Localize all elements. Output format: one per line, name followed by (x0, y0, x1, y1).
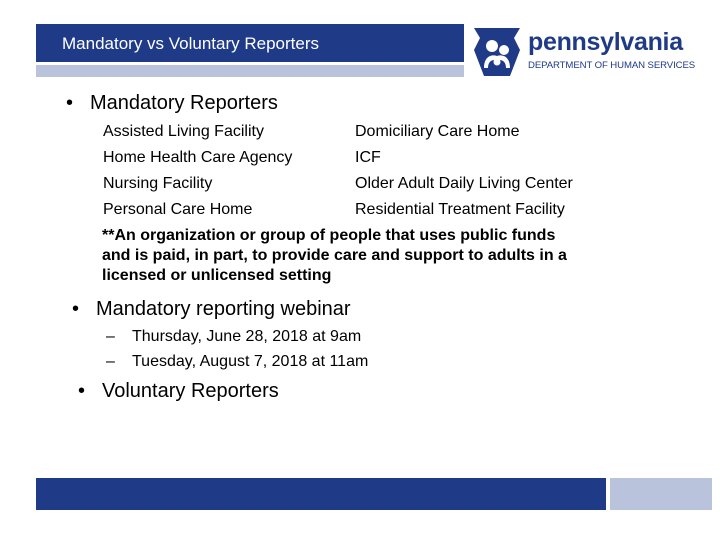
organization-note (102, 226, 662, 286)
voluntary-heading: Voluntary Reporters (102, 380, 279, 402)
bullet-mandatory-reporters (66, 92, 278, 115)
list-item: Domiciliary Care Home (355, 123, 520, 140)
title-underline-strip (36, 65, 464, 77)
bullet-webinar (72, 298, 351, 321)
bullet-dot: • (72, 298, 80, 320)
webinar-date-item (106, 353, 368, 371)
list-item: Home Health Care Agency (103, 149, 293, 166)
bullet-dot: • (78, 380, 86, 402)
list-item: Assisted Living Facility (103, 123, 264, 140)
note-line: and is paid, in part, to provide care and support to adults in a (102, 247, 567, 264)
note-line: **An organization or group of people that uses public funds (102, 227, 556, 244)
slide-title: Mandatory vs Voluntary Reporters (62, 34, 320, 53)
webinar-date-item (106, 328, 361, 346)
logo-wordmark: pennsylvania (528, 28, 683, 56)
logo-subtitle: DEPARTMENT OF HUMAN SERVICES (528, 60, 696, 71)
title-bar (36, 24, 464, 62)
list-item: Older Adult Daily Living Center (355, 175, 573, 192)
bullet-voluntary-reporters (78, 380, 279, 403)
dash-glyph: – (106, 353, 115, 370)
footer-accent-box (610, 478, 712, 510)
note-line: licensed or unlicensed setting (102, 267, 332, 284)
list-item: ICF (355, 149, 381, 166)
bullet-dot: • (66, 92, 74, 114)
list-item: Nursing Facility (103, 175, 213, 192)
dash-glyph: – (106, 328, 115, 345)
pa-dhs-logo (470, 24, 710, 80)
facility-list-right (355, 119, 573, 223)
footer-bar (36, 478, 606, 510)
keystone-family-icon (470, 24, 524, 80)
webinar-heading: Mandatory reporting webinar (96, 298, 351, 320)
mandatory-heading: Mandatory Reporters (90, 92, 278, 114)
webinar-date: Thursday, June 28, 2018 at 9am (132, 328, 362, 345)
facility-list-left (103, 119, 292, 223)
webinar-date: Tuesday, August 7, 2018 at 11am (132, 353, 369, 370)
list-item: Personal Care Home (103, 201, 253, 218)
list-item: Residential Treatment Facility (355, 201, 565, 218)
